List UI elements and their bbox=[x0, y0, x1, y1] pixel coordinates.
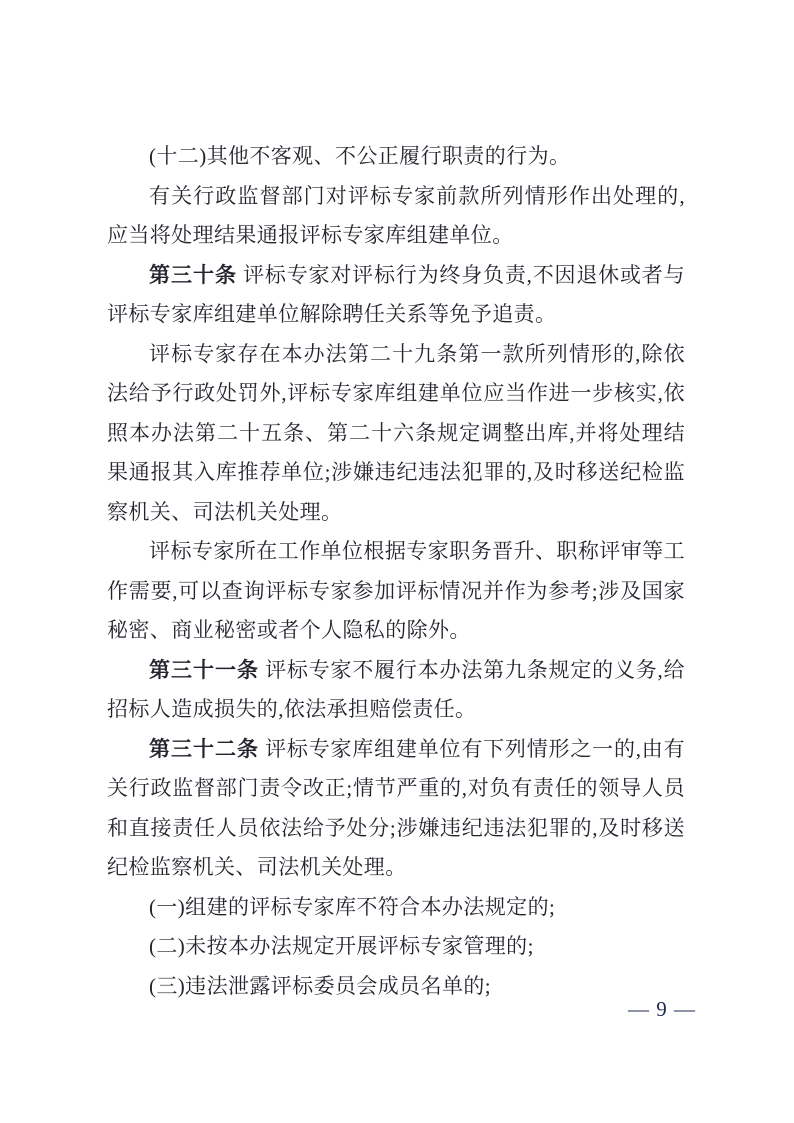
paragraph bbox=[107, 888, 685, 928]
paragraph-text: 评标专家库组建单位有下列情形之一的,由有关行政监督部门责令改正;情节严重的,对负有责任的领导人员和直接责任人员依法给予处分;涉嫌违纪违法犯罪的,及时移送纪检监察机关、司法机关处理。 bbox=[107, 736, 686, 879]
paragraph-text: (一)组建的评标专家库不符合本办法规定的; bbox=[149, 894, 556, 919]
paragraph bbox=[107, 532, 685, 651]
paragraph bbox=[107, 256, 685, 335]
document-body bbox=[107, 137, 685, 1006]
article-number: 第三十条 bbox=[149, 263, 238, 287]
paragraph bbox=[107, 967, 685, 1007]
paragraph-text: 评标专家存在本办法第二十九条第一款所列情形的,除依法给予行政处罚外,评标专家库组建单位应当作进一步核实,依照本办法第二十五条、第二十六条规定调整出库,并将处理结果通报其入库推荐单位;涉嫌违纪违法犯罪的,及时移送纪检监察机关、司法机关处理。 bbox=[107, 341, 685, 524]
paragraph-text: 评标专家所在工作单位根据专家职务晋升、职称评审等工作需要,可以查询评标专家参加评标情况并作为参考;涉及国家秘密、商业秘密或者个人隐私的除外。 bbox=[107, 539, 685, 642]
paragraph bbox=[107, 651, 685, 730]
paragraph-text: (二)未按本办法规定开展评标专家管理的; bbox=[149, 934, 534, 958]
article-number: 第三十一条 bbox=[149, 658, 260, 682]
paragraph-text: 评标专家不履行本办法第九条规定的义务,给招标人造成损失的,依法承担赔偿责任。 bbox=[107, 657, 686, 721]
paragraph-text: 评标专家对评标行为终身负责,不因退休或者与评标专家库组建单位解除聘任关系等免予追责。 bbox=[107, 262, 685, 326]
page-number: — 9 — bbox=[628, 997, 696, 1021]
paragraph bbox=[107, 730, 685, 888]
paragraph bbox=[107, 177, 685, 256]
paragraph-text: 有关行政监督部门对评标专家前款所列情形作出处理的,应当将处理结果通报评标专家库组建单位。 bbox=[107, 183, 685, 247]
article-number: 第三十二条 bbox=[149, 737, 260, 761]
paragraph bbox=[107, 927, 685, 967]
paragraph-text: (三)违法泄露评标委员会成员名单的; bbox=[149, 973, 492, 998]
paragraph bbox=[107, 137, 685, 177]
paragraph-text: (十二)其他不客观、不公正履行职责的行为。 bbox=[149, 144, 571, 168]
paragraph bbox=[107, 335, 685, 533]
